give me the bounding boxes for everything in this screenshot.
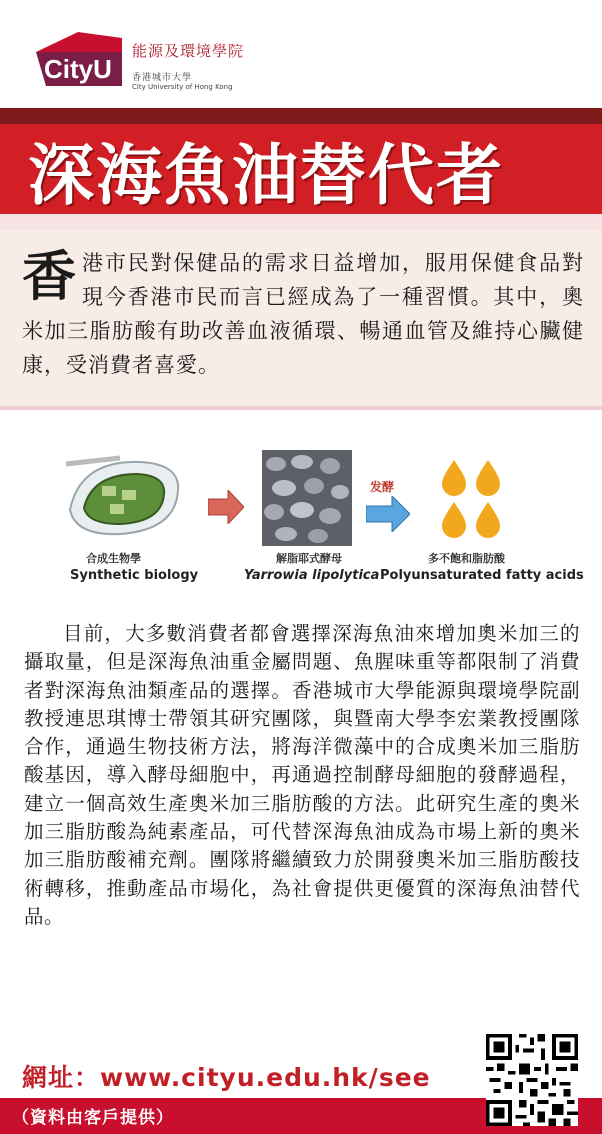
- synthetic-biology-illustration: [60, 450, 190, 546]
- page-title: 深海魚油替代者: [28, 137, 504, 214]
- website-url[interactable]: 網址：www.cityu.edu.hk/see: [22, 1063, 431, 1092]
- oil-droplets-icon: [438, 458, 508, 544]
- step-1-label-en: Synthetic biology: [70, 568, 199, 583]
- university-name-en: City University of Hong Kong: [132, 83, 233, 91]
- step-3-label-en: Polyunsaturated fatty acids: [380, 568, 584, 583]
- step-2-label-zh: 解脂耶式酵母: [276, 552, 342, 565]
- intro-box-divider: [0, 406, 602, 410]
- ferment-arrow-icon: [366, 496, 410, 532]
- arrow-icon: [208, 490, 244, 524]
- ferment-label: 发酵: [370, 480, 395, 494]
- department-name: 能源及環境學院: [132, 42, 245, 60]
- university-name-zh: 香港城市大學: [132, 73, 193, 83]
- qr-code-icon[interactable]: [486, 1034, 578, 1126]
- yeast-cells-image: [262, 450, 352, 546]
- intro-dropcap: 香: [22, 245, 76, 308]
- header: [0, 0, 602, 108]
- step-2-label-en: Yarrowia lipolytica: [244, 568, 380, 583]
- process-figure: [60, 446, 584, 586]
- body-text: 目前，大多數消費者都會選擇深海魚油來增加奧米加三的攝取量，但是深海魚油重金屬問題、魚腥味重等都限制了消費者對深海魚油類產品的選擇。香港城市大學能源與環境學院副教授連思琪博士帶領其研究團隊，與暨南大學李宏業教授團隊合作，通過生物技術方法，將海洋微藻中的合成奧米加三脂肪酸基因，導入酵母細胞中，再通過控制酵母細胞的發酵過程，建立一個高效生產奧米加三脂肪酸的方法。此研究生產的奧米加三脂肪酸為純素產品，可代替深海魚油成為市場上新的奧米加三脂肪酸補充劑。團隊將繼續致力於開發奧米加三脂肪酸技術轉移，推動產品市場化，為社會提供更優質的深海魚油替代品。: [24, 622, 580, 928]
- logo-text: CityU: [44, 54, 112, 84]
- step-1-label-zh: 合成生物學: [86, 552, 141, 565]
- source-note: （資料由客戶提供）: [12, 1108, 174, 1128]
- intro-section: [22, 246, 584, 382]
- cityu-logo: [18, 28, 128, 88]
- step-3-label-zh: 多不飽和脂肪酸: [428, 552, 505, 565]
- intro-text: 港市民對保健品的需求日益增加，服用保健食品對現今香港市民而言已經成為了一種習慣。其中，奧米加三脂肪酸有助改善血液循環、暢通血管及維持心臟健康，受消費者喜愛。: [22, 251, 584, 377]
